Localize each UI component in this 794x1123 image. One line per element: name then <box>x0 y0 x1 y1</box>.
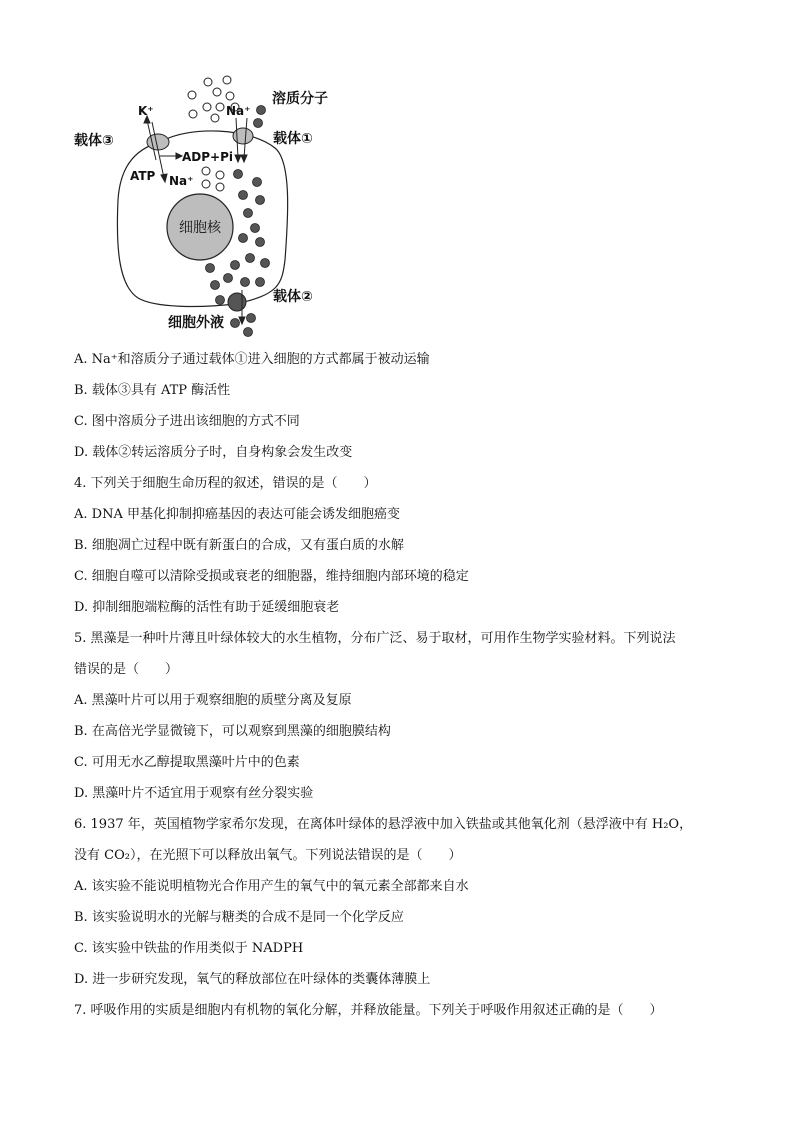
q4-option-d: D. 抑制细胞端粒酶的活性有助于延缓细胞衰老 <box>74 600 340 615</box>
carrier-3-label: 载体③ <box>74 133 114 149</box>
carrier-1 <box>233 128 253 144</box>
solute-label: 溶质分子 <box>272 91 328 107</box>
q4-stem: 4. 下列关于细胞生命历程的叙述，错误的是（ ） <box>74 476 377 491</box>
nucleus-label: 细胞核 <box>179 220 221 236</box>
q5-stem-line2: 错误的是（ ） <box>74 662 179 677</box>
q5-option-a: A. 黑藻叶片可以用于观察细胞的质壁分离及复原 <box>74 693 352 708</box>
extracellular-label: 细胞外液 <box>168 315 224 331</box>
atp-label: ATP <box>130 169 156 183</box>
na-outside-label: Na⁺ <box>226 104 251 118</box>
q5-option-d: D. 黑藻叶片不适宜用于观察有丝分裂实验 <box>74 786 314 801</box>
q4-option-c: C. 细胞自噬可以清除受损或衰老的细胞器，维持细胞内部环境的稳定 <box>74 569 469 584</box>
q6-option-d: D. 进一步研究发现，氧气的释放部位在叶绿体的类囊体薄膜上 <box>74 972 431 987</box>
q6-option-b: B. 该实验说明水的光解与糖类的合成不是同一个化学反应 <box>74 910 404 925</box>
q6-stem-line1: 6. 1937 年，英国植物学家希尔发现，在离体叶绿体的悬浮液中加入铁盐或其他氧化剂（悬浮液中有 H₂O， <box>74 817 693 832</box>
cell-transport-diagram <box>60 70 360 340</box>
q5-option-c: C. 可用无水乙醇提取黑藻叶片中的色素 <box>74 755 300 770</box>
q4-option-a: A. DNA 甲基化抑制抑癌基因的表达可能会诱发细胞癌变 <box>74 507 400 522</box>
q7-stem: 7. 呼吸作用的实质是细胞内有机物的氧化分解，并释放能量。下列关于呼吸作用叙述正确的是（ ） <box>74 1003 663 1018</box>
na-inside-label: Na⁺ <box>169 174 194 188</box>
carrier-2 <box>228 293 246 311</box>
q3-option-c: C. 图中溶质分子进出该细胞的方式不同 <box>74 414 300 429</box>
k-ion-label: K⁺ <box>138 104 154 118</box>
adp-label: ADP+Pi <box>182 150 234 164</box>
na-ions-inside <box>202 167 224 191</box>
q5-stem-line1: 5. 黑藻是一种叶片薄且叶绿体较大的水生植物，分布广泛、易于取材，可用作生物学实验材料。下列说法 <box>74 631 676 646</box>
q5-option-b: B. 在高倍光学显微镜下，可以观察到黑藻的细胞膜结构 <box>74 724 391 739</box>
carrier-2-label: 载体② <box>273 289 313 305</box>
q3-option-d: D. 载体②转运溶质分子时，自身构象会发生改变 <box>74 445 353 460</box>
q6-stem-line2: 没有 CO₂），在光照下可以释放出氧气。下列说法错误的是（ ） <box>74 848 462 863</box>
q3-option-a: A. Na⁺和溶质分子通过载体①进入细胞的方式都属于被动运输 <box>74 352 430 367</box>
carrier-1-label: 载体① <box>273 131 313 147</box>
q4-option-b: B. 细胞凋亡过程中既有新蛋白的合成，又有蛋白质的水解 <box>74 538 404 553</box>
q6-option-a: A. 该实验不能说明植物光合作用产生的氧气中的氧元素全部都来自水 <box>74 879 469 894</box>
q6-option-c: C. 该实验中铁盐的作用类似于 NADPH <box>74 941 304 956</box>
q3-option-b: B. 载体③具有 ATP 酶活性 <box>74 383 231 398</box>
